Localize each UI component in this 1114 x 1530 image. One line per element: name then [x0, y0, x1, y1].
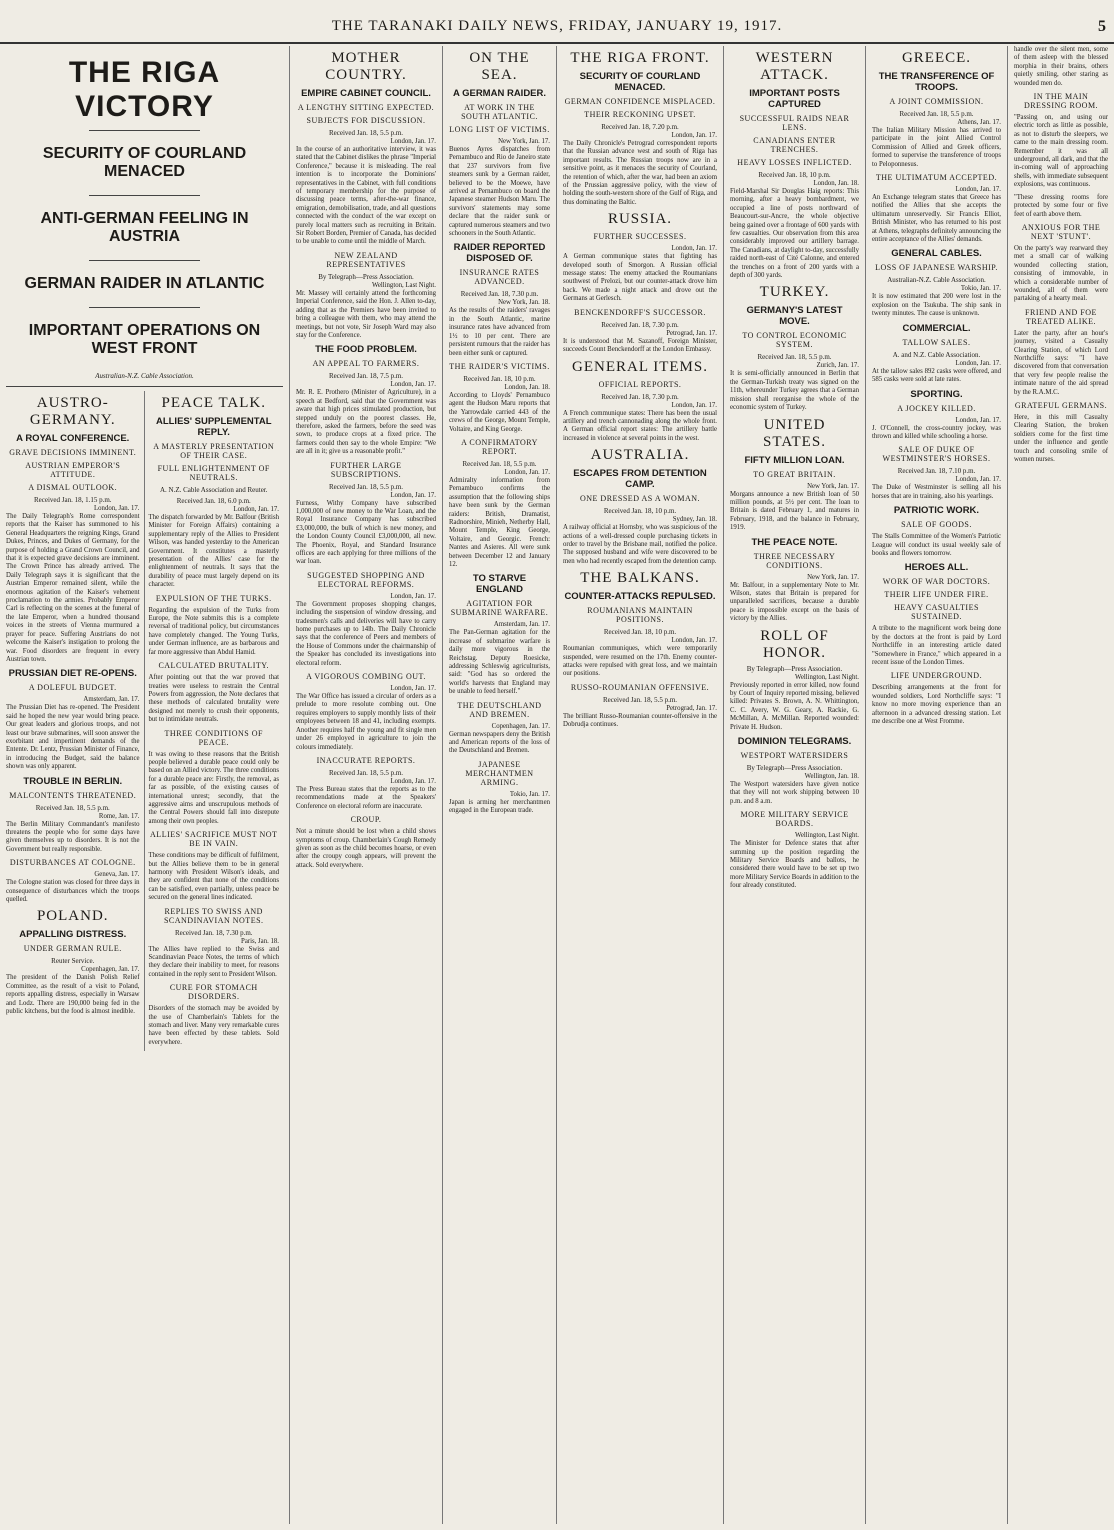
column-4 — [557, 46, 724, 1524]
headline-raider: GERMAN RAIDER IN ATLANTIC — [24, 275, 265, 292]
small-head: SUCCESSFUL RAIDS NEAR LENS. — [739, 114, 850, 132]
agency-line: Reuter Service. — [51, 957, 95, 966]
received-line: Received Jan. 18, 5.5 p.m. — [757, 353, 832, 362]
article-body: The Cologne station was closed for three days in consequence of disturbances which the troops quelled. — [6, 879, 140, 903]
article-body: It is now estimated that 200 were lost in the explosion on the Tsukuba. The ship sank in twenty minutes. The cause is unknown. — [872, 293, 1001, 318]
section-poland: POLAND. — [36, 908, 109, 925]
dateline: Athens, Jan. 17. — [957, 119, 1001, 126]
small-head: LOSS OF JAPANESE WARSHIP. — [875, 263, 998, 273]
received-line: Received Jan. 18, 5.5 p.m. — [462, 459, 537, 468]
small-head: A MASTERLY PRESENTATION OF THEIR CASE. — [153, 442, 275, 460]
column-5 — [724, 46, 866, 1524]
small-head: RUSSO-ROUMANIAN OFFENSIVE. — [570, 682, 710, 692]
article-body: The Pan-German agitation for the increase of submarine warfare is daily more vigorous in the Reichstag. Deputy Roesicke, addressing Schleswig agriculturists, said: "God has so ordered the world's harvests that England may be unable to feed herself." — [449, 629, 550, 696]
subhead: A ROYAL CONFERENCE. — [16, 433, 130, 444]
dateline: Copenhagen, Jan. 17. — [491, 722, 550, 730]
article-body: It is semi-officially announced in Berlin that the German-Turkish treaty was signed on the 11th, whereunder Turkey agrees that a German mission shall reorganise the whole of the economic system of Turkey. — [730, 370, 859, 412]
subhead: IMPORTANT POSTS CAPTURED — [749, 88, 840, 110]
section-united-states: UNITED STATES. — [763, 416, 826, 450]
small-head: WESTPORT WATERSIDERS — [740, 751, 849, 760]
article-body: The brilliant Russo-Roumanian counter-offensive in the Dobrudja continues. — [563, 712, 717, 729]
small-head: BENCKENDORFF'S SUCCESSOR. — [574, 307, 706, 317]
article-body: German newspapers deny the British and American reports of the loss of the Deutschland and Bremen. — [449, 730, 550, 755]
section-russia: RUSSIA. — [607, 211, 673, 228]
received-line: Received Jan. 18, 7.30 p.m. — [174, 928, 253, 937]
masthead — [0, 18, 1114, 44]
small-head: CANADIANS ENTER TRENCHES. — [753, 136, 836, 154]
article-body: handle over the silent men, some of them asleep with the blessed morphia in their brains, others quietly smiling, other staring as wounded men do. — [1014, 46, 1108, 87]
article-body: The Westport watersiders have given notice that they will not work shipping between 10 p.m. and 8 a.m. — [730, 781, 859, 805]
small-head: A JOCKEY KILLED. — [897, 403, 976, 413]
small-head: A LENGTHY SITTING EXPECTED. — [297, 103, 435, 112]
masthead-title: THE TARANAKI DAILY NEWS, FRIDAY, JANUARY 19, 1917. — [331, 18, 783, 34]
received-line: Received Jan. 18, 7.30 p.m. — [601, 392, 679, 401]
dateline: Petrograd, Jan. 17. — [666, 329, 717, 337]
small-head: A DISMAL OUTLOOK. — [28, 483, 118, 492]
article-body: The Daily Chronicle's Petrograd correspondent reports that the Russian advance west and south of Riga has important results. The Russian troops now are in a sensitive point, as it menaces the security of Courland, the retention of which, after the war, had been an axiom of the Prussian aggressive policy, with the view of holding the south-western shore of the Gulf of Riga, and thus dominating the Baltic. — [563, 140, 717, 206]
article-body: The Press Bureau states that the reports as to the recommendations made at the Speakers' Conference on electoral reform are inaccurate. — [296, 785, 436, 810]
column-7 — [1008, 46, 1114, 1524]
dateline: New York, Jan. 17. — [807, 573, 859, 581]
article-body: A railway official at Hornsby, who was suspicious of the actions of a well-dressed couple purchasing tickets in order to travel by the Brisbane mail, notified the police. The supposed husband and wife were discovered to be men who had recently escaped from the detention camp. — [563, 524, 717, 565]
article-body: Mr. Balfour, in a supplementary Note to Mr. Wilson, states that Britain is prepared for unparalleled sacrifices, because a durable peace is impossible except on the basis of victory by the Allies. — [730, 581, 859, 623]
small-head: NEW ZEALAND REPRESENTATIVES — [326, 250, 406, 269]
received-line: Received Jan. 18, 7.30 p.m. — [460, 290, 539, 299]
received-line: Received Jan. 18, 7.20 p.m. — [601, 123, 679, 131]
section-sporting: SPORTING. — [910, 388, 963, 400]
small-head: UNDER GERMAN RULE. — [23, 944, 122, 954]
small-head: AN APPEAL TO FARMERS. — [312, 359, 420, 369]
dateline: Wellington, Last Night. — [794, 673, 859, 681]
small-head: INSURANCE RATES ADVANCED. — [459, 268, 540, 287]
article-body: An Exchange telegram states that Greece has notified the Allies that she accepts the ultimatum unreservedly. Sir Francis Elliot, British Minister, who has returned to his post at Athens, telegraphs definitely announcing the entire acceptance of the Allies' demands. — [872, 194, 1001, 244]
received-line: Received Jan. 18, 10 p.m. — [603, 507, 677, 516]
article-body: Mr. Massey will certainly attend the forthcoming Imperial Conference, said the Hon. J. Allen to-day, adding that as the Premiers have been invited to bring a colleague with them, who may attend the meetings, but not vote, Sir Joseph Ward may also stay for the Conference. — [296, 289, 436, 339]
article-body: The Berlin Military Commandant's manifesto threatens the people who for some days have given themselves up to disorders. It is not the Government but really responsible. — [6, 820, 140, 853]
small-head: REPLIES TO SWISS AND SCANDINAVIAN NOTES. — [163, 906, 264, 925]
small-head: SALE OF GOODS. — [901, 520, 972, 530]
article-body: The Prussian Diet has re-opened. The President said he hoped the new year would bring peace. Our great leaders and glorious troops, and not least our brave submarines, will soon answer the exorbitant and impertinent demands of the Entente. Dr. Lentz, Prussian Minister of Finance, in introducing the Budget, said the balance shown was only apparent. — [6, 704, 140, 771]
received-line: Received Jan. 18, 7.10 p.m. — [897, 467, 976, 476]
article-body: The Minister for Defence states that after summing up the position regarding the Military Service Boards and ballots, he considered there would have to be set up two more Military Service Boards in addition to the four already constituted. — [730, 840, 859, 890]
small-head: A VIGOROUS COMBING OUT. — [306, 672, 426, 682]
dateline: Amsterdam, Jan. 17. — [83, 696, 140, 704]
small-head: AUSTRIAN EMPEROR'S ATTITUDE. — [25, 461, 121, 479]
small-head: INACCURATE REPORTS. — [316, 755, 416, 765]
small-head: SUGGESTED SHOPPING AND ELECTORAL REFORMS. — [307, 570, 425, 589]
dateline: London, Jan. 18. — [504, 383, 550, 391]
dateline: London, Jan. 17. — [671, 132, 717, 139]
small-head: CALCULATED BRUTALITY. — [158, 661, 270, 671]
subhead: SECURITY OF COURLAND MENACED. — [579, 71, 701, 93]
agency-line: Australian-N.Z. Cable Association. — [887, 276, 986, 285]
column-1-left — [6, 391, 145, 1051]
received-line: Received Jan. 18, 7.30 p.m. — [601, 320, 679, 329]
agency-line: By Telegraph—Press Association. — [746, 764, 843, 772]
subhead: THE FOOD PROBLEM. — [315, 344, 417, 356]
agency-line: By Telegraph—Press Association. — [746, 664, 843, 673]
dateline: London, Jan. 18. — [813, 180, 859, 187]
small-head: THE ULTIMATUM ACCEPTED. — [875, 173, 998, 183]
small-head: FURTHER LARGE SUBSCRIPTIONS. — [330, 460, 402, 479]
article-body: Admiralty information from Pernambuco confirms the assumption that the following ships have been sunk by the German raiders: British, Dramatist, Radnorshire, Minieh, Netherby Hall, Mount Temple, King George, Voltaire, and Georgic. French: Nantes and Asieres. All were sunk between December 12 and January 12. — [449, 476, 550, 568]
article-body: The Italian Military Mission has arrived to participate in the joint Allied Control Commission of Allied and Greek officers, formed to supervise the transference of troops to Peloponnesus. — [872, 127, 1001, 168]
small-head: GRAVE DECISIONS IMMINENT. — [9, 448, 137, 457]
small-head: THE DEUTSCHLAND AND BREMEN. — [457, 700, 542, 719]
dateline: Amsterdam, Jan. 17. — [493, 621, 550, 629]
headline-west-front: IMPORTANT OPERATIONS ON WEST FRONT — [28, 322, 261, 357]
page-number: 5 — [1098, 18, 1106, 35]
small-head: ANXIOUS FOR THE NEXT 'STUNT'. — [1021, 222, 1101, 241]
article-body: "Passing on, and using our electric torch as little as possible, as not to disturb the sleepers, we came to the main dressing room. Remember it was all underground, all dark, and that the in-coming wall of approaching shells, with immediate subsequent explosions, was continuous. — [1014, 114, 1108, 189]
dateline: London, Jan. 17. — [390, 685, 436, 693]
section-general-cables: GENERAL CABLES. — [891, 248, 982, 260]
article-body: Previously reported in error killed, now found by Court of Inquiry reported missing, believed killed: Privates S. Brown, A. N. Whittington, C. C. Avery, W. G. Geary, A. Rackie, G. McMillan, A. McMillan. Reported wounded: Private H. Hudson. — [730, 681, 859, 731]
article-body: Mr. R. E. Prothero (Minister of Agriculture), in a speech at Bedford, said that the Government was aware that high prices stimulated production, but stepped unduly on the poorest classes. He, therefore, asked the farmers, before the seed was sown, to produce crops at a fixed price. The farmers could then say to the whole Empire: "We are all in it; give us a reasonable profit." — [296, 389, 436, 456]
small-head: MALCONTENTS THREATENED. — [9, 790, 137, 800]
small-head: ROUMANIANS MAINTAIN POSITIONS. — [587, 606, 693, 625]
article-body: In the course of an authoritative interview, it was stated that the Cabinet dislikes the phrase "Imperial Conference," because it is misleading. The real intention is to incorporate the Dominions' representatives in the Cabinet, with full conditions of temporary membership for the purpose of discussing peace terms, after-the-war finance, emigration, demobilisation, trade, and all questions connected with the conduct of the war except on purely local matters such as recruiting in Britain. Sir Robert Borden, Premier of Canada, has decided to be unable to come until the middle of March. — [296, 146, 436, 246]
section-greece: GREECE. — [901, 50, 972, 66]
section-dominion-telegrams: DOMINION TELEGRAMS. — [737, 736, 852, 747]
small-head: IN THE MAIN DRESSING ROOM. — [1023, 92, 1099, 111]
subhead: GERMANY'S LATEST MOVE. — [746, 305, 843, 328]
article-body: Field-Marshal Sir Douglas Haig reports: This morning, after a heavy bombardment, we occupied a line of posts northward of Beaucourt-sur-Ancre, the whole objective being gained over a frontage of 600 yards with few casualties. Our observation from this area considerably improved our artillery barrage. The Canadians, at daylight to-day, successfully raided north-east of Cité Calonne, and entered the trenches on a front of 200 yards with a depth of 300 yards. — [730, 188, 859, 280]
section-turkey: TURKEY. — [759, 284, 830, 301]
article-body: Here, in this mill Casualty Clearing Station, the broken soldiers come for the first time under the influence and gentle touch and consoling smile of women nurses. — [1014, 414, 1108, 464]
dateline: New York, Jan. 17. — [498, 138, 550, 145]
dateline: London, Jan. 17. — [390, 138, 436, 145]
dateline: New York, Jan. 18. — [498, 299, 550, 307]
dateline: Wellington, Last Night. — [371, 281, 436, 289]
dateline: Rome, Jan. 17. — [98, 812, 140, 820]
section-commercial: COMMERCIAL. — [902, 322, 971, 334]
subhead: TO STARVE ENGLAND — [472, 573, 527, 596]
subhead: ESCAPES FROM DETENTION CAMP. — [573, 468, 707, 491]
small-head: JAPANESE MERCHANTMEN ARMING. — [465, 759, 534, 787]
article-body: A German communique states that fighting has developed south of Smorgon. A Russian official message states: The enemy attacked the Roumanians southwest of Prelozi, but our counter-attack drove him back. We made a night attack and drove out the Germans at Gerlesch. — [563, 253, 717, 303]
small-head: FULL ENLIGHTENMENT OF NEUTRALS. — [157, 464, 270, 482]
small-head: TO CONTROL ECONOMIC SYSTEM. — [742, 331, 847, 350]
small-head: FRIEND AND FOE TREATED ALIKE. — [1025, 307, 1097, 326]
subhead: ALLIES' SUPPLEMENTAL REPLY. — [155, 416, 272, 438]
section-patriotic-work: PATRIOTIC WORK. — [893, 505, 980, 517]
article-body: A tribute to the magnificent work being done by the doctors at the front is paid by Lord Northcliffe in an interesting article dated "Somewhere in France," which appeared in a recent issue of the London Times. — [872, 625, 1001, 666]
article-body: The Allies have replied to the Swiss and Scandinavian Peace Notes, the terms of which they declare their inability to meet, for reasons contained in the reply sent to President Wilson. — [148, 945, 279, 978]
received-line: Received Jan. 18, 5.5 p.m. — [35, 803, 110, 812]
article-body: Roumanian communiques, which were temporarily suspended, were resumed on the 17th. Enemy counter-attacks were repulsed with great loss, and we maintain our positions. — [563, 645, 717, 678]
section-peace-talk: PEACE TALK. — [161, 395, 267, 411]
small-head: AT WORK IN THE SOUTH ATLANTIC. — [461, 103, 538, 121]
article-body: J. O'Connell, the cross-country jockey, was thrown and killed while schooling a horse. — [872, 424, 1001, 440]
received-line: Received Jan. 18, 7.5 p.m. — [328, 372, 404, 381]
small-head: ONE DRESSED AS A WOMAN. — [579, 494, 701, 504]
section-general-items: GENERAL ITEMS. — [572, 358, 708, 375]
column-2 — [290, 46, 443, 1524]
article-body: It is understood that M. Sazanoff, Foreign Minister, succeeds Count Benckendorff at the London Embassy. — [563, 337, 717, 354]
small-head: AGITATION FOR SUBMARINE WARFARE. — [450, 599, 549, 618]
received-line: Received Jan. 18, 5.5 p.m. — [328, 768, 404, 777]
column-1-split — [6, 391, 283, 1051]
article-body: After pointing out that the war proved that treaties were useless to restrain the Central Powers from aggression, the Note declares that these methods of calculated brutality were designed not merely to crush their opponents, but to intimidate neutrals. — [148, 674, 279, 724]
received-line: Received Jan. 18, 10 p.m. — [603, 628, 677, 637]
small-head: LONG LIST OF VICTIMS. — [449, 125, 550, 134]
article-body: Morgans announce a new British loan of 50 million pounds, at 5½ per cent. The loan to Britain is dated February 1, and matures in February, 1918, and the balance in February, 1919. — [730, 490, 859, 532]
dateline: London, Jan. 17. — [390, 381, 436, 389]
dateline: London, Jan. 17. — [390, 491, 436, 499]
article-body: The Daily Telegraph's Rome correspondent reports that the Kaiser has summoned to his General Headquarters the reigning Kings, Grand Dukes, Princes, and Dukes of Germany, for the purpose of holding a Grand Crown Council, and that it is expected grave decisions are imminent. The Crown Prince has already arrived. The Daily Telegraph says it is significant that the Austrian Emperor remained silent, while the enormous agitation of the Kaiser's vehement proclamation to the armies. Probably Emperor Carl is reflecting on the scenes at the funeral of the late Emperor, when a hundred thousand voices in the streets of Vienna murmured a prayer for peace. Suffering Austrians do not welcome the Kaiser's instigation to prolong the war. Food disorders are frequent in every Austrian town. — [6, 513, 140, 663]
subhead: COUNTER-ATTACKS REPULSED. — [564, 591, 716, 603]
article-body: The Duke of Westminster is selling all his horses that are in training, also his yearlings. — [872, 484, 1001, 500]
small-head: DISTURBANCES AT COLOGNE. — [9, 858, 136, 868]
dateline: London, Jan. 17. — [94, 505, 140, 512]
small-head: ALLIES' SACRIFICE MUST NOT BE IN VAIN. — [150, 830, 278, 849]
small-head: FURTHER SUCCESSES. — [593, 232, 687, 242]
small-head: WORK OF WAR DOCTORS. — [882, 577, 991, 587]
agency-line: A. N.Z. Cable Association and Reuter. — [159, 486, 268, 494]
dateline: London, Jan. 17. — [671, 637, 717, 645]
article-body: Regarding the expulsion of the Turks from Europe, the Note submits this is a complete reversal of traditional policy, but circumstances have completely changed. The Young Turks, under German influence, are as barbarous and far more aggressive than Abdul Hamid. — [148, 606, 279, 656]
subhead: A GERMAN RAIDER. — [452, 88, 547, 99]
article-body: Buenos Ayres dispatches from Pernambuco and Rio de Janeiro state that 237 survivors from five steamers sunk by a German raider, believed to be the Moewe, have arrived at Pernambuco on board the Japanese steamer Hudson Maru. The survivors' statements may some declare that the raider sunk or captured numerous steamers and two schooners in the South Atlantic. — [449, 146, 550, 238]
section-balkans: THE BALKANS. — [580, 570, 700, 587]
dateline: Wellington, Last Night. — [794, 832, 859, 840]
article-body: Describing arrangements at the front for wounded soldiers, Lord Northcliffe says: "I know no more moving experience than an afternoon in a advanced dressing station. Let me describe one at West Fromme. — [872, 684, 1001, 725]
article-body: According to Lloyds' Pernambuco agent the Hudson Maru reports that the Yarrowdale carried 443 of the crews of the George, Mount Temple, Voltaire, and King George. — [449, 391, 550, 433]
subhead: THE TRANSFERENCE OF TROOPS. — [878, 71, 995, 93]
dateline: London, Jan. 17. — [955, 186, 1001, 194]
dateline: London, Jan. 17. — [504, 468, 550, 476]
section-roll-of-honor: ROLL OF HONOR. — [760, 627, 829, 661]
agency-line: By Telegraph—Press Association. — [318, 272, 414, 281]
small-head: TALLOW SALES. — [902, 337, 971, 347]
dateline: London, Jan. 17. — [955, 359, 1001, 367]
section-heroes-all: HEROES ALL. — [904, 562, 969, 574]
article-body: At the tallow sales 892 casks were offered, and 585 casks were sold at late rates. — [872, 367, 1001, 384]
article-body: Furness, Withy Company have subscribed 1,000,000 of new money to the War Loan, and the Royal Insurance Company has subscribed £3,000,000, the bulk of which is new money, and the London County Council £3,000,000, all new. The Phoenix, Royal, and Standard Insurance offices are each applying for three millions of the war loan. — [296, 499, 436, 566]
dateline: Zurich, Jan. 17. — [816, 362, 859, 370]
section-mother-country: MOTHER COUNTRY. — [325, 50, 407, 83]
column-3 — [443, 46, 557, 1524]
small-head: CURE FOR STOMACH DISORDERS. — [169, 983, 258, 1002]
small-head: EXPULSION OF THE TURKS. — [155, 593, 272, 603]
dateline: London, Jan. 17. — [955, 416, 1001, 424]
article-body: The Stalls Committee of the Women's Patriotic League will conduct its usual weekly sale of books and flowers tomorrow. — [872, 533, 1001, 557]
article-body: The Government proposes shopping changes, including the suspension of window dressing, and tradesmen's calls and deliveries will have to carry home purchases up to 14lb. The Daily Chronicle says that the conference of Peers and members of the House of Commons under the chairmanship of the Speaker has concluded its investigations into electoral reform. — [296, 600, 436, 667]
headline-austria: ANTI-GERMAN FEELING IN AUSTRIA — [40, 210, 249, 245]
small-head: THE RAIDER'S VICTIMS. — [449, 361, 550, 371]
column-1-right — [145, 391, 284, 1051]
small-head: A DOLEFUL BUDGET. — [28, 683, 117, 693]
small-head: TO GREAT BRITAIN. — [753, 469, 836, 479]
dateline: Copenhagen, Jan. 17. — [81, 966, 140, 974]
received-line: Received Jan. 18, 5.5 p.m. — [328, 129, 404, 137]
article-body: As the results of the raiders' ravages in the South Atlantic, marine insurance rates have advanced from 1½ to 10 per cent. There are persistent rumours that the raider has been either sunk or captured. — [449, 307, 550, 357]
dateline: London, Jan. 17. — [671, 245, 717, 253]
dateline: London, Jan. 17. — [671, 401, 717, 409]
received-line: Received Jan. 18, 5.5 p.m. — [899, 110, 974, 118]
article-body: Japan is arming her merchantmen engaged in the European trade. — [449, 798, 550, 815]
article-body: It was owing to these reasons that the British people believed a durable peace could only be based on an Allied victory. The three conditions for a durable peace are: Firstly, the removal, as far as possible, of the existing causes of international unrest; secondly, that the aggressive aims and unscrupulous methods of the Central Powers should fall into disrepute among their own peoples. — [148, 750, 279, 825]
small-head: SALE OF DUKE OF WESTMINSTER'S HORSES. — [882, 445, 991, 464]
article-body: Not a minute should be lost when a child shows symptoms of croup. Chamberlain's Cough Remedy given as soon as the child becomes hoarse, or even after the croupy cough appears, will prevent the attack. Sold everywhere. — [296, 828, 436, 869]
section-prussian-diet: PRUSSIAN DIET RE-OPENS. — [8, 668, 137, 680]
small-head: THREE CONDITIONS OF PEACE. — [164, 728, 263, 747]
dateline: London, Jan. 17. — [390, 592, 436, 600]
dateline: Wellington, Jan. 18. — [804, 773, 859, 780]
subhead: FIFTY MILLION LOAN. — [744, 454, 845, 466]
dateline: London, Jan. 17. — [390, 777, 436, 785]
subhead: RAIDER REPORTED DISPOSED OF. — [453, 242, 546, 265]
dateline: Tokio, Jan. 17. — [960, 285, 1001, 293]
received-line: Received Jan. 18, 10 p.m. — [758, 171, 831, 179]
subhead: APPALLING DISTRESS. — [19, 929, 127, 941]
dateline: Paris, Jan. 18. — [241, 937, 279, 945]
column-6 — [866, 46, 1008, 1524]
agency-line: Australian-N.Z. Cable Association. — [95, 372, 194, 380]
dateline: Sydney, Jan. 18. — [672, 516, 717, 524]
received-line: Received Jan. 18, 5.5 p.m. — [328, 482, 404, 491]
article-body: The president of the Danish Polish Relief Committee, as the result of a visit to Poland, reports appalling distress, especially in Warsaw and Lodz. There are 190,000 being fed in the public kitchens, but the food is almost inedible. — [6, 974, 140, 1016]
section-austro-germany: AUSTRO-GERMANY. — [29, 395, 116, 428]
subhead: EMPIRE CABINET COUNCIL. — [301, 88, 431, 99]
small-head: OFFICIAL REPORTS. — [598, 379, 682, 389]
section-trouble-berlin: TROUBLE IN BERLIN. — [23, 775, 123, 787]
article-body: Disorders of the stomach may be avoided by the use of Chamberlain's Tablets for the stomach and liver. Many very remarkable cures have been effected by these tablets. Sold everywhere. — [148, 1005, 279, 1046]
dateline: New York, Jan. 17. — [807, 482, 859, 490]
column-1 — [0, 46, 290, 1524]
small-head: CROUP. — [350, 815, 382, 825]
article-body: A French communique states: There has been the usual artillery and trench cannonading along the whole front. A German official report states: The artillery battle increased in violence at several points in the west. — [563, 409, 717, 442]
small-head: SUBJECTS FOR DISCUSSION. — [306, 116, 426, 125]
dateline: Tokio, Jan. 17. — [509, 790, 550, 798]
article-body: These conditions may be difficult of fulfilment, but the Allies believe them to be in general harmony with President Wilson's ideals, and they are confident that none of the conditions can be satisfied, even partially, unless peace be secured on the general lines indicated. — [148, 852, 279, 902]
received-line: Received Jan. 18, 1.15 p.m. — [33, 496, 112, 504]
section-riga-front: THE RIGA FRONT. — [570, 50, 710, 66]
headline-courland: SECURITY OF COURLAND MENACED — [42, 145, 247, 180]
small-head: MORE MILITARY SERVICE BOARDS. — [740, 810, 849, 829]
article-body: "These dressing rooms fore protected by some four or five feet of earth above them. — [1014, 193, 1108, 218]
section-western-attack: WESTERN ATTACK. — [755, 50, 834, 83]
dateline: London, Jan. 17. — [955, 476, 1001, 484]
received-line: Received Jan. 18, 5.5 p.m. — [602, 695, 678, 704]
small-head: GERMAN CONFIDENCE MISPLACED. — [564, 97, 716, 106]
section-australia: AUSTRALIA. — [590, 447, 690, 464]
small-head: HEAVY CASUALTIES SUSTAINED. — [894, 603, 979, 622]
dateline: London, Jan. 17. — [233, 506, 279, 513]
subhead: THE PEACE NOTE. — [751, 536, 838, 548]
agency-line: A. and N.Z. Cable Association. — [892, 350, 981, 359]
received-line: Received Jan. 18, 10 p.m. — [463, 374, 536, 383]
small-head: GRATEFUL GERMANS. — [1014, 401, 1108, 410]
small-head: THREE NECESSARY CONDITIONS. — [753, 551, 836, 570]
small-head: LIFE UNDERGROUND. — [890, 671, 983, 681]
small-head: THEIR LIFE UNDER FIRE. — [884, 590, 989, 600]
small-head: A JOINT COMMISSION. — [889, 97, 984, 106]
article-body: The War Office has issued a circular of orders as a prelude to more resolute combing out. One requires employers to supply monthly lists of their employees between 18 and 41, including exempts. Another requires half the young and fit single men under 26 employed in agriculture to join the colours immediately. — [296, 693, 436, 751]
small-head: HEAVY LOSSES INFLICTED. — [737, 158, 852, 167]
small-head: THEIR RECKONING UPSET. — [584, 110, 696, 119]
received-line: Received Jan. 18, 6.0 p.m. — [176, 497, 251, 505]
article-body: The dispatch forwarded by Mr. Balfour (British Minister for Foreign Affairs) containing a supplementary reply of the Allies to President Wilson, was handed yesterday to the American Government. It constitutes a masterly presentation of the Allies' case for the enlightenment of neutrals. It says that the durability of peace must largely depend on its character. — [148, 514, 279, 589]
dateline: Petrograd, Jan. 17. — [666, 704, 717, 712]
dateline: Geneva, Jan. 17. — [94, 871, 140, 879]
article-body: On the party's way rearward they met a small car of walking wounded collecting station, consisting of immovable, in which a considerable number of wounded, all of them were partaking of a hearty meal. — [1014, 244, 1108, 303]
section-on-the-sea: ON THE SEA. — [469, 50, 530, 83]
small-head: A CONFIRMATORY REPORT. — [461, 437, 538, 456]
main-headline: THE RIGA VICTORY — [68, 56, 221, 123]
article-body: Later the party, after an hour's journey, visited a Casualty Clearing Station, of which Lord Northcliffe says: "I have discovered from that conversation that very few people realise the intimate nature of the aid spread by the R.A.M.C. — [1014, 329, 1108, 396]
